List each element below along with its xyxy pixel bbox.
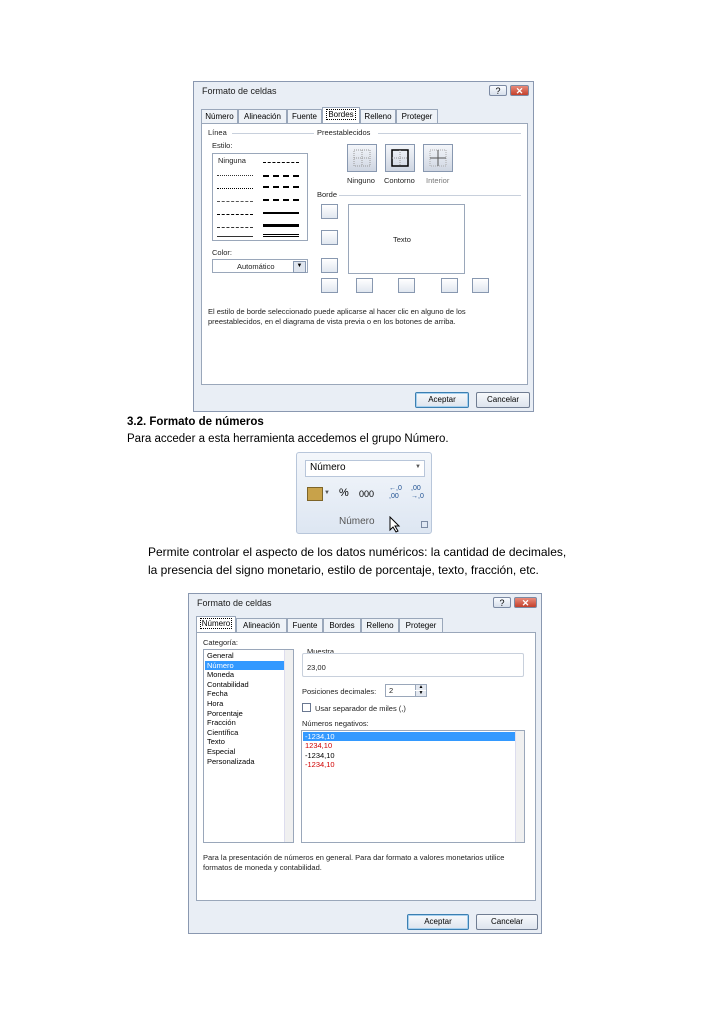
ribbon-group-label: Número <box>339 516 375 527</box>
preset-none-label: Ninguno <box>347 176 375 185</box>
category-item[interactable]: General <box>207 651 234 660</box>
category-item[interactable]: Texto <box>207 737 225 747</box>
border-diag-up-button[interactable] <box>321 278 338 293</box>
muestra-label: Muestra <box>307 647 335 656</box>
section-heading: 3.2. Formato de números <box>127 416 264 428</box>
tab-panel <box>196 632 536 901</box>
border-top-button[interactable] <box>321 204 338 219</box>
dialog-title: Formato de celdas <box>202 86 277 96</box>
tab-bordes[interactable]: Bordes <box>323 618 361 633</box>
number-format-combobox[interactable] <box>305 460 425 477</box>
line-style-option[interactable] <box>217 188 253 189</box>
tab-numero[interactable]: Número <box>196 616 236 633</box>
border-left-button[interactable] <box>356 278 373 293</box>
tab-proteger[interactable]: Proteger <box>396 109 438 124</box>
border-preview[interactable] <box>348 204 465 274</box>
dialog-launcher-icon[interactable] <box>421 521 428 528</box>
ok-button[interactable]: Aceptar <box>415 392 469 408</box>
group-divider <box>339 195 521 196</box>
currency-icon[interactable] <box>307 487 323 501</box>
spinner-up-icon[interactable]: ▲ <box>415 685 426 690</box>
color-select[interactable] <box>212 259 308 273</box>
description-line-2: la presencia del signo monetario, estilo de porcentaje, texto, fracción, etc. <box>148 563 539 577</box>
tab-bordes[interactable]: Bordes <box>322 107 360 124</box>
linea-group-label: Línea <box>208 128 227 137</box>
line-style-option[interactable] <box>263 224 299 227</box>
preset-outline-label: Contorno <box>384 176 415 185</box>
info-text-line-2: formatos de moneda y contabilidad. <box>203 863 322 872</box>
ok-button[interactable]: Aceptar <box>407 914 469 930</box>
tab-relleno[interactable]: Relleno <box>360 109 396 124</box>
border-diag-down-button[interactable] <box>472 278 489 293</box>
categoria-label: Categoría: <box>203 638 239 647</box>
category-item[interactable]: Número <box>205 661 284 671</box>
group-divider <box>378 133 521 134</box>
estilo-label: Estilo: <box>212 141 233 150</box>
tab-alineacion[interactable]: Alineación <box>238 109 287 124</box>
format-cells-dialog-number <box>188 593 542 934</box>
spinner-down-icon[interactable]: ▼ <box>415 691 426 696</box>
section-intro: Para acceder a esta herramienta accedemos el grupo Número. <box>127 433 449 445</box>
line-style-option[interactable] <box>217 175 253 176</box>
cancel-button[interactable]: Cancelar <box>476 914 538 930</box>
color-value: Automático <box>237 262 275 271</box>
negative-format-item[interactable]: -1234,10 <box>303 732 515 741</box>
category-item[interactable]: Moneda <box>207 670 235 680</box>
dialog-title: Formato de celdas <box>197 598 272 608</box>
category-item[interactable]: Contabilidad <box>207 679 249 689</box>
format-cells-dialog-borders <box>193 81 534 412</box>
negatives-list[interactable] <box>301 730 525 843</box>
line-style-option[interactable] <box>263 175 299 177</box>
help-button[interactable]: ? <box>493 597 511 608</box>
tab-fuente[interactable]: Fuente <box>287 109 322 124</box>
preset-outline-button[interactable] <box>385 144 415 172</box>
category-item[interactable]: Hora <box>207 699 224 708</box>
muestra-value: 23,00 <box>307 663 326 672</box>
category-scrollbar[interactable] <box>284 650 293 842</box>
decrease-decimal-icon[interactable]: ,00 →,0 <box>411 485 424 500</box>
borde-group-label: Borde <box>317 190 338 199</box>
tab-fuente[interactable]: Fuente <box>287 618 323 633</box>
group-divider <box>232 133 314 134</box>
tab-alineacion[interactable]: Alineación <box>236 618 287 633</box>
info-text-line-1: Para la presentación de números en general. Para dar formato a valores monetarios utilice <box>203 853 505 862</box>
chevron-down-icon[interactable]: ▼ <box>415 464 421 470</box>
increase-decimal-icon[interactable]: ←,0 ,00 <box>389 485 402 500</box>
line-style-list[interactable] <box>212 153 308 241</box>
percent-icon[interactable]: % <box>339 487 349 499</box>
preset-inside-button[interactable] <box>423 144 453 172</box>
chevron-down-icon[interactable]: ▼ <box>293 261 306 273</box>
cancel-button[interactable]: Cancelar <box>476 392 530 408</box>
tab-panel <box>201 123 528 385</box>
border-right-button[interactable] <box>441 278 458 293</box>
border-middle-button[interactable] <box>321 230 338 245</box>
negatives-scrollbar[interactable] <box>515 731 524 842</box>
negative-format-item[interactable]: 1234,10 <box>305 741 333 751</box>
negative-format-item[interactable]: -1234,10 <box>305 750 335 760</box>
ribbon-number-group <box>296 452 432 534</box>
preset-inside-label: Interior <box>426 176 450 185</box>
line-style-option[interactable] <box>217 201 253 202</box>
tab-relleno[interactable]: Relleno <box>361 618 399 633</box>
preestablecidos-group-label: Preestablecidos <box>317 128 371 137</box>
category-item[interactable]: Científica <box>207 727 239 737</box>
line-style-none[interactable]: Ninguna <box>218 156 246 165</box>
preview-text: Texto <box>393 235 411 244</box>
category-item[interactable]: Porcentaje <box>207 708 243 718</box>
line-style-option[interactable] <box>263 162 299 163</box>
info-text-line-2: preestablecidos, en el diagrama de vista previa o en los botones de arriba. <box>208 317 456 326</box>
help-button[interactable]: ? <box>489 85 507 96</box>
negative-format-item[interactable]: -1234,10 <box>305 760 335 770</box>
category-item[interactable]: Fecha <box>207 689 228 699</box>
decimales-input[interactable] <box>385 684 427 697</box>
line-style-option[interactable] <box>263 186 299 188</box>
separator-checkbox[interactable] <box>302 703 311 712</box>
line-style-option[interactable] <box>217 214 253 215</box>
separator-label: Usar separador de miles (,) <box>315 704 406 713</box>
preset-none-icon <box>348 145 376 171</box>
preset-inside-icon <box>424 145 452 171</box>
muestra-box <box>302 653 524 677</box>
border-center-button[interactable] <box>398 278 415 293</box>
decimales-value: 2 <box>389 686 394 695</box>
mouse-cursor-icon <box>389 516 401 538</box>
currency-dropdown-icon[interactable]: ▼ <box>324 490 330 496</box>
line-style-option[interactable] <box>217 227 253 228</box>
decimales-label: Posiciones decimales: <box>302 687 377 696</box>
negativos-label: Números negativos: <box>302 719 369 728</box>
color-label: Color: <box>212 248 233 257</box>
comma-style-icon[interactable]: 000 <box>359 489 375 499</box>
preset-none-button[interactable] <box>347 144 377 172</box>
close-icon[interactable]: ✕ <box>510 85 529 96</box>
line-style-option[interactable] <box>263 212 299 214</box>
description-line-1: Permite controlar el aspecto de los datos numéricos: la cantidad de decimales, <box>148 545 567 559</box>
preset-outline-icon <box>386 145 414 171</box>
category-item[interactable]: Fracción <box>207 718 236 728</box>
number-format-value: Número <box>310 462 346 473</box>
close-icon[interactable]: ✕ <box>514 597 537 608</box>
border-bottom-button[interactable] <box>321 258 338 273</box>
line-style-option[interactable] <box>263 199 299 201</box>
category-item[interactable]: Personalizada <box>207 756 255 766</box>
line-style-option[interactable] <box>263 234 299 237</box>
category-list[interactable] <box>203 649 294 843</box>
line-style-option[interactable] <box>217 236 253 237</box>
category-item[interactable]: Especial <box>207 747 236 756</box>
tab-numero[interactable]: Número <box>201 109 238 124</box>
info-text-line-1: El estilo de borde seleccionado puede aplicarse al hacer clic en alguno de los <box>208 307 466 316</box>
tab-proteger[interactable]: Proteger <box>399 618 443 633</box>
